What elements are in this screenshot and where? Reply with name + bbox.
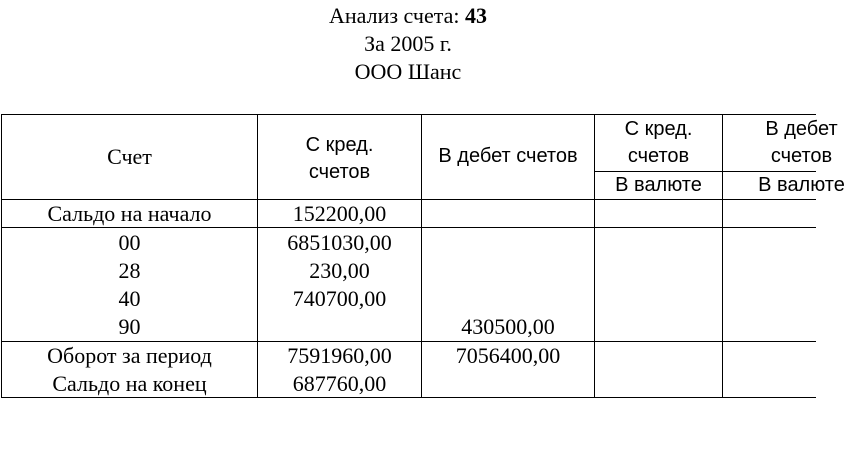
header-debit: В дебет счетов bbox=[438, 145, 578, 167]
header-debit-currency-line1: В дебет bbox=[765, 118, 838, 140]
row-account: 00 bbox=[118, 230, 141, 255]
header-account: Счет bbox=[107, 144, 152, 169]
row-account: 40 bbox=[118, 286, 141, 311]
title-prefix: Анализ счета: bbox=[329, 3, 460, 28]
turnover-credit: 7591960,00 bbox=[287, 343, 392, 368]
account-number: 43 bbox=[464, 3, 487, 28]
row-credit: 230,00 bbox=[309, 258, 370, 283]
row-credit: 6851030,00 bbox=[287, 230, 392, 255]
turnover-debit: 7056400,00 bbox=[455, 343, 561, 368]
header-in-currency-2: В валюте bbox=[758, 174, 845, 196]
row-debit: 430500,00 bbox=[461, 314, 555, 339]
header-credit-currency-line1: С кред. bbox=[624, 118, 693, 140]
row-account: 28 bbox=[118, 258, 141, 283]
header-credit-line1: С кред. bbox=[305, 134, 374, 156]
header-credit-currency-line2: счетов bbox=[627, 145, 690, 167]
turnover-label: Оборот за период bbox=[47, 343, 212, 368]
closing-balance-label: Сальдо на конец bbox=[52, 371, 207, 396]
opening-balance-credit: 152200,00 bbox=[292, 201, 387, 226]
header-debit-currency-line2: счетов bbox=[770, 145, 833, 167]
report-period: За 2005 г. bbox=[364, 31, 452, 56]
row-account: 90 bbox=[118, 314, 141, 339]
report-title bbox=[0, 3, 816, 29]
opening-balance-label: Сальдо на начало bbox=[47, 201, 212, 226]
closing-balance-credit: 687760,00 bbox=[292, 371, 387, 396]
header-credit-line2: счетов bbox=[308, 161, 371, 183]
header-in-currency-1: В валюте bbox=[615, 174, 702, 196]
row-credit: 740700,00 bbox=[292, 286, 387, 311]
company-name: ООО Шанс bbox=[354, 59, 462, 84]
